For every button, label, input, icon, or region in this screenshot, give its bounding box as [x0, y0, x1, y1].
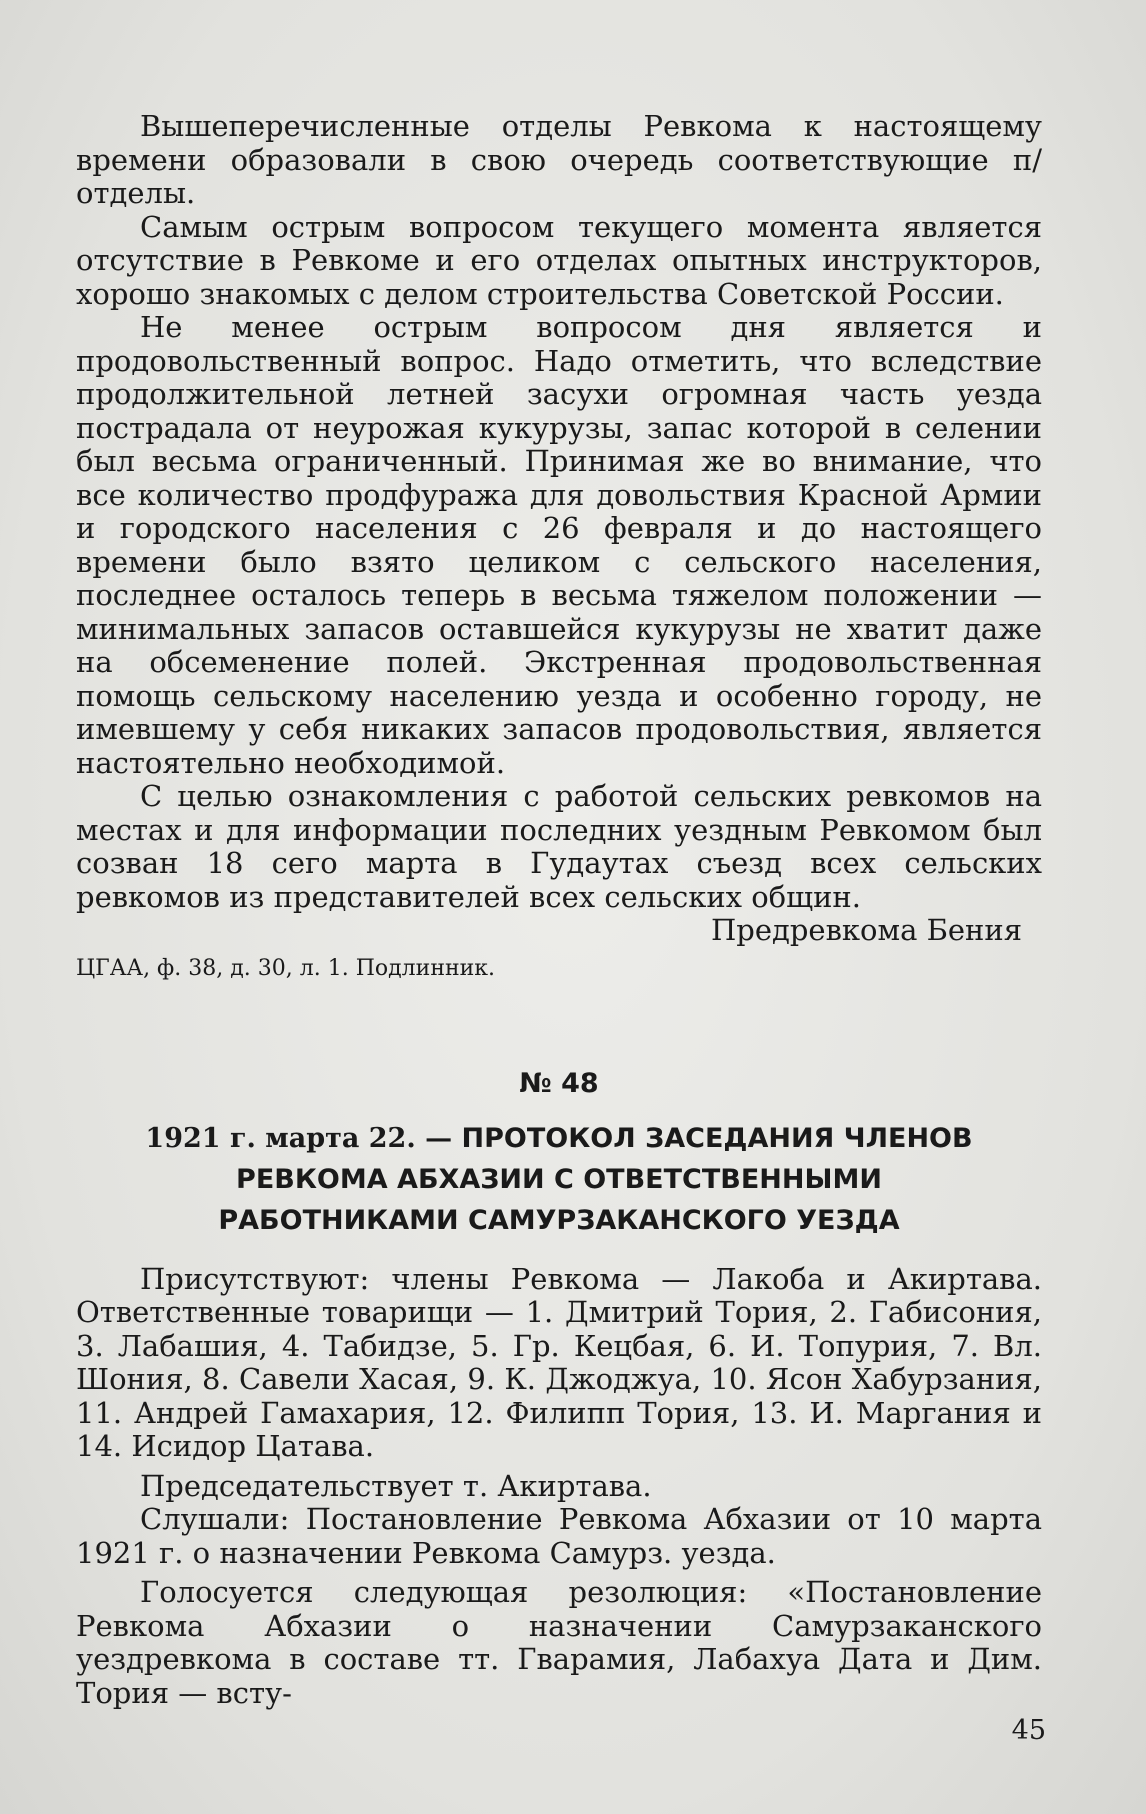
paragraph: С целью ознакомления с работой сельских ревкомов на местах и для информации последних уездным Ревкомом был созван 18 сего марта в Гудаутах съезд всех сельских ревкомов из представителей всех сельских общин.	[76, 779, 1042, 914]
paragraph: Вышеперечисленные отделы Ревкома к настоящему времени образовали в свою очередь соответствующие п/отделы.	[76, 109, 1042, 210]
document-title-line-2: РЕВКОМА АБХАЗИИ С ОТВЕТСТВЕННЫМИ	[236, 1163, 882, 1195]
paragraph: Председательствует т. Акиртава.	[140, 1468, 652, 1503]
paragraph: Голосуется следующая резолюция: «Постановление Ревкома Абхазии о назначении Самурзаканского уездревкома в составе тт. Гварамия, Лабахуа Дата и Дим. Тория — всту-	[76, 1575, 1042, 1710]
document-title-line-1: ПРОТОКОЛ ЗАСЕДАНИЯ ЧЛЕНОВ	[461, 1122, 973, 1154]
signature: Предревкома Бения	[711, 913, 1022, 947]
page-number: 45	[1011, 1715, 1046, 1746]
text-column	[76, 110, 1042, 1710]
document-number: № 48	[519, 1067, 599, 1099]
archive-reference: ЦГАА, ф. 38, д. 30, л. 1. Подлинник.	[76, 955, 496, 981]
paragraph: Не менее острым вопросом дня является и продовольственный вопрос. Надо отметить, что вследствие продолжительной летней засухи огромная часть уезда пострадала от неурожая кукурузы, запас которой в селении был весьма ограниченный. Принимая же во внимание, что все количество продфуража для довольствия Красной Армии и городского населения с 26 февраля и до настоящего времени было взято целиком с сельского населения, последнее осталось теперь в весьма тяжелом положении — минимальных запасов оставшейся кукурузы не хватит даже на обсеменение полей. Экстренная продовольственная помощь сельскому населению уезда и особенно городу, не имевшему у себя никаких запасов продовольствия, является настоятельно необходимой.	[76, 310, 1042, 780]
heading-line-1	[76, 1118, 1042, 1159]
paragraph: Присутствуют: члены Ревкома — Лакоба и Акиртава. Ответственные товарищи — 1. Дмитрий Тория, 2. Габисония, 3. Лабашия, 4. Табидзе, 5. Гр. Кецбая, 6. И. Топурия, 7. Вл. Шония, 8. Савели Хасая, 9. К. Джоджуа, 10. Ясон Хабурзания, 11. Андрей Гамахария, 12. Филипп Тория, 13. И. Маргания и 14. Исидор Цатава.	[76, 1261, 1042, 1463]
document-date: 1921 г. марта 22. —	[145, 1122, 453, 1154]
paragraph: Самым острым вопросом текущего момента является отсутствие в Ревкоме и его отделах опытных инструкторов, хорошо знакомых с делом строительства Советской России.	[76, 209, 1042, 311]
document-heading	[76, 1118, 1042, 1241]
document-title-line-3: РАБОТНИКАМИ САМУРЗАКАНСКОГО УЕЗДА	[218, 1204, 900, 1236]
paragraph: Слушали: Постановление Ревкома Абхазии от 10 марта 1921 г. о назначении Ревкома Самурз. уезда.	[76, 1502, 1042, 1570]
